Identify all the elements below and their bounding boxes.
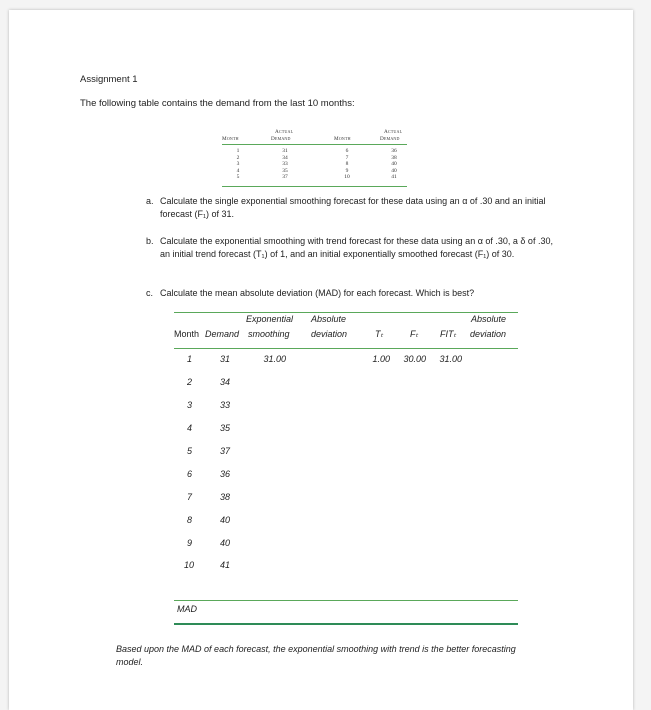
mad-top-rule [174, 600, 518, 601]
question-b [146, 235, 566, 275]
row-month: 3 [186, 400, 192, 410]
row-demand: 36 [219, 469, 230, 479]
cell: 2 [236, 154, 240, 161]
actual-header-left: Actual [275, 129, 294, 135]
conclusion-text: Based upon the MAD of each forecast, the exponential smoothing with trend is the better forecasting model. [116, 644, 516, 667]
header-absdev2-2: deviation [470, 329, 507, 339]
row-month: 2 [186, 377, 192, 387]
question-label: b. [146, 236, 154, 246]
row-t: 1.00 [372, 354, 390, 364]
row-month: 4 [186, 423, 192, 433]
demand-header-right: Demand [380, 136, 400, 142]
header-f: Fₜ [410, 329, 419, 339]
assignment-title: Assignment 1 [80, 74, 138, 85]
cell: 40 [391, 161, 397, 167]
question-a [146, 195, 566, 223]
cell: 3 [236, 161, 240, 167]
cell: 36 [391, 148, 397, 154]
row-demand: 38 [219, 492, 230, 502]
right-demand-col [387, 148, 401, 181]
row-month: 8 [186, 515, 192, 525]
row-demand: 33 [219, 400, 230, 410]
month-header-right: Month [334, 136, 351, 142]
question-text: Calculate the exponential smoothing with trend forecast for these data using an α of .30, a δ of .30, an initial trend forecast (T₁) of 1, and an initial exponentially smoothed forecast (F₁) of 30. [160, 236, 553, 259]
row-fit: 31.00 [439, 354, 462, 364]
right-month-col [340, 148, 354, 181]
cell: 4 [236, 167, 240, 174]
header-absdev2-1: Absolute [471, 314, 507, 324]
cell: 33 [282, 161, 288, 167]
row-demand: 34 [219, 377, 230, 387]
left-month-col [233, 148, 243, 181]
row-demand: 40 [219, 515, 230, 525]
document-page [9, 10, 633, 710]
header-absdev-2: deviation [311, 329, 348, 339]
header-fit: FITₜ [440, 329, 457, 339]
actual-header-right: Actual [384, 129, 403, 135]
cell: 34 [282, 154, 288, 161]
cell: 7 [345, 154, 349, 161]
cell: 38 [391, 154, 397, 161]
cell: 41 [391, 174, 397, 180]
row-month: 7 [186, 492, 192, 502]
question-text: Calculate the mean absolute deviation (MAD) for each forecast. Which is best? [160, 288, 475, 298]
row-demand: 41 [219, 560, 230, 570]
demand-table-rule [222, 144, 407, 145]
header-t: Tₜ [375, 329, 384, 339]
row-month: 5 [186, 446, 192, 456]
question-text: Calculate the single exponential smoothing forecast for these data using an α of .30 and an initial forecast (F₁) of 31. [160, 196, 546, 219]
cell: 9 [345, 167, 349, 174]
row-f: 30.00 [403, 354, 426, 364]
demand-table-bottom-rule [222, 186, 407, 187]
header-month: Month [174, 329, 200, 339]
question-label: c. [146, 288, 154, 298]
month-header-left: Month [222, 136, 239, 142]
row-exp: 31.00 [263, 354, 286, 364]
intro-text: The following table contains the demand from the last 10 months: [80, 98, 355, 109]
cell: 37 [282, 174, 288, 180]
row-month: 10 [183, 560, 194, 570]
row-demand: 35 [219, 423, 230, 433]
cell: 35 [282, 167, 288, 174]
header-exp-2: smoothing [248, 329, 290, 339]
work-table-bottom-rule [174, 623, 518, 625]
row-month: 1 [186, 354, 192, 364]
row-demand: 31 [219, 354, 230, 364]
row-demand: 40 [219, 538, 230, 548]
cell: 5 [236, 174, 240, 180]
header-exp-1: Exponential [246, 314, 294, 324]
cell: 31 [282, 148, 288, 154]
demand-header-left: Demand [271, 136, 291, 142]
cell: 6 [345, 148, 349, 154]
cell: 10 [344, 174, 350, 180]
work-table-header-rule [174, 348, 518, 349]
question-c [146, 287, 566, 301]
cell: 40 [391, 167, 397, 174]
row-month: 6 [186, 469, 192, 479]
row-month: 9 [186, 538, 192, 548]
mad-label: MAD [177, 604, 197, 614]
cell: 1 [236, 148, 240, 154]
row-demand: 37 [219, 446, 230, 456]
header-absdev-1: Absolute [311, 314, 347, 324]
question-label: a. [146, 196, 154, 206]
work-table-top-rule [174, 312, 518, 313]
cell: 8 [345, 161, 349, 167]
left-demand-col [278, 148, 292, 181]
header-demand: Demand [205, 329, 240, 339]
